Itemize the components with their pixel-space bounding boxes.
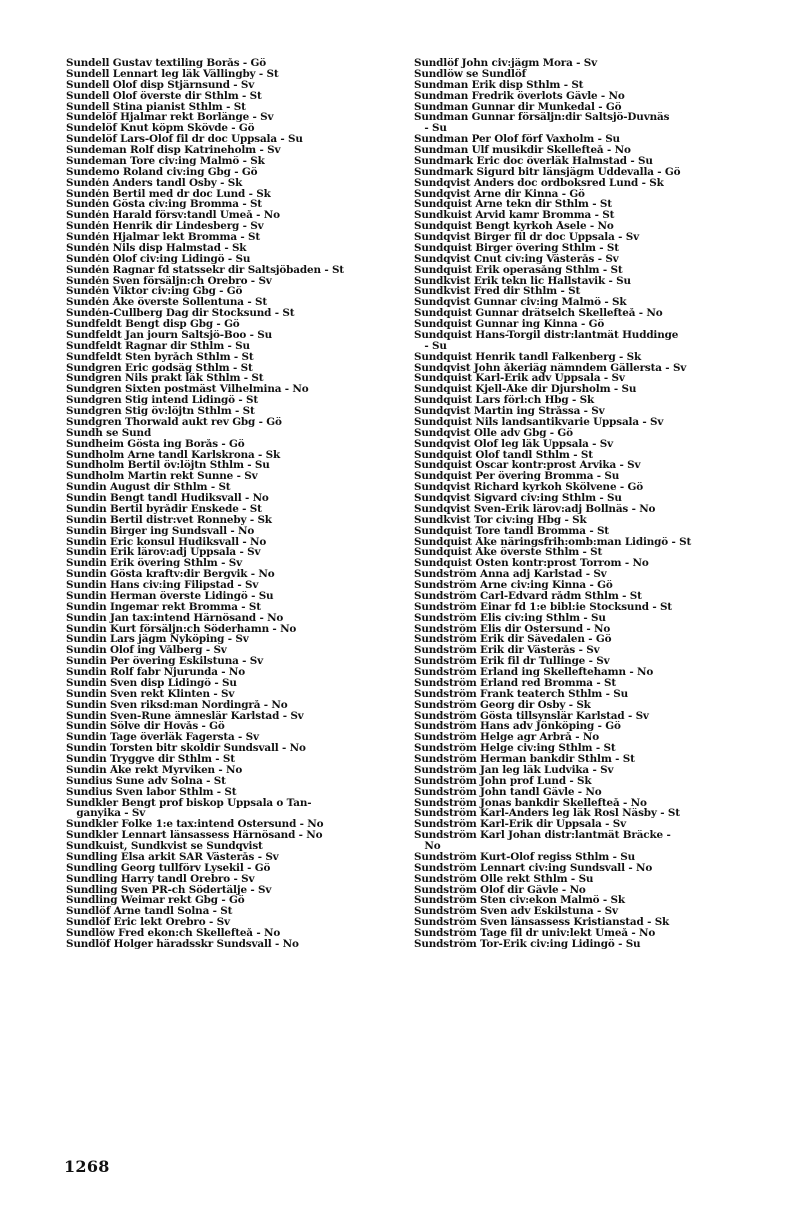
directory-entry: Sundling Weimar rekt Gbg - Gö bbox=[66, 895, 245, 907]
directory-entry: Sundlöw Fred ekon:ch Skellefteå - No bbox=[66, 928, 281, 939]
directory-entry: Sundelöf Hjalmar rekt Borlänge - Sv bbox=[66, 112, 274, 124]
directory-entry: No bbox=[414, 841, 441, 852]
directory-entry: Sundkvist Tor civ:ing Hbg - Sk bbox=[414, 514, 587, 526]
directory-entry: Sundquist Åke näringsfrih:omb:man Lidingö - St bbox=[414, 536, 692, 548]
directory-entry: Sundgren Nils prakt läk Sthlm - St bbox=[66, 373, 264, 385]
directory-entry: Sundin Tryggve dir Sthlm - St bbox=[66, 754, 235, 765]
directory-entry: Sundström Hans adv Jönköping - Gö bbox=[414, 721, 621, 733]
directory-entry: Sundin Sven disp Lidingö - Su bbox=[66, 677, 237, 689]
directory-entry: Sundelöf Lars-Olof fil dr doc Uppsala - Su bbox=[66, 134, 303, 145]
directory-entry: Sundqvist Cnut civ:ing Västerås - Sv bbox=[414, 253, 619, 265]
directory-entry: Sundqvist Sigvard civ:ing Sthlm - Su bbox=[414, 493, 622, 504]
directory-entry: Sundin Ingemar rekt Bromma - St bbox=[66, 601, 261, 613]
directory-entry: Sundström Erik fil dr Tullinge - Sv bbox=[414, 656, 610, 667]
directory-entry: Sundell Olof disp Stjärnsund - Sv bbox=[66, 79, 255, 91]
directory-entry: Sundström Georg dir Osby - Sk bbox=[414, 699, 591, 711]
directory-entry: Sundström Helge civ:ing Sthlm - St bbox=[414, 743, 616, 754]
page-number: 1268 bbox=[64, 1157, 110, 1176]
directory-entry: Sundqvist Arne dir Kinna - Gö bbox=[414, 188, 585, 200]
directory-entry: Sundmark Sigurd bitr länsjägm Uddevalla - Gö bbox=[414, 166, 681, 178]
directory-entry: Sundius Sune adv Solna - St bbox=[66, 775, 226, 787]
directory-entry: Sundström Arne civ:ing Kinna - Gö bbox=[414, 580, 613, 591]
directory-entry: Sundin Bengt tandl Hudiksvall - No bbox=[66, 493, 269, 504]
directory-entry: Sundholm Arne tandl Karlskrona - Sk bbox=[66, 449, 281, 461]
directory-entry: Sundqvist Martin ing Stråssa - Sv bbox=[414, 406, 605, 417]
directory-entry: Sundqvist Olle adv Gbg - Gö bbox=[414, 427, 573, 439]
directory-entry: Sundqvist Sven-Erik lärov:adj Bollnäs - No bbox=[414, 503, 656, 515]
directory-entry: Sundlöf John civ:jägm Mora - Sv bbox=[414, 58, 598, 69]
directory-entry: Sundman Erik disp Sthlm - St bbox=[414, 79, 584, 91]
directory-entry: Sundström Einar fd 1:e bibl:ie Stocksund - St bbox=[414, 601, 672, 613]
directory-entry: Sundkler Lennart länsassess Härnösand - No bbox=[66, 830, 323, 841]
directory-entry: Sundström Carl-Edvard rådm Sthlm - St bbox=[414, 590, 642, 602]
directory-entry: Sundström Frank teaterch Sthlm - Su bbox=[414, 688, 628, 700]
directory-entry: Sundquist Arne tekn dir Sthlm - St bbox=[414, 199, 612, 211]
directory-entry: ganyika - Sv bbox=[66, 808, 146, 820]
directory-entry: Sundin Gösta kraftv:dir Bergvik - No bbox=[66, 569, 275, 580]
directory-entry: Sundman Gunnar dir Munkedal - Gö bbox=[414, 101, 622, 113]
directory-entry: Sundquist Olof tandl Sthlm - St bbox=[414, 449, 593, 461]
directory-entry: Sundström Jonas bankdir Skellefteå - No bbox=[414, 797, 647, 809]
directory-entry: Sundström Sten civ:ekon Malmö - Sk bbox=[414, 895, 625, 907]
directory-entry: Sundin Per övering Eskilstuna - Sv bbox=[66, 656, 264, 667]
directory-entry: Sundström John prof Lund - Sk bbox=[414, 775, 592, 787]
directory-entry: Sundén Ragnar fd statssekr dir Saltsjöbaden - St bbox=[66, 264, 344, 276]
directory-entry: Sundelöf Knut köpm Skövde - Gö bbox=[66, 123, 255, 135]
directory-entry: Sundgren Stig intend Lidingö - St bbox=[66, 395, 259, 406]
directory-entry: Sundström Anna adj Karlstad - Sv bbox=[414, 569, 607, 580]
directory-entry: Sundgren Stig öv:löjtn Sthlm - St bbox=[66, 406, 255, 417]
directory-entry: Sundén Anders tandl Osby - Sk bbox=[66, 177, 243, 189]
directory-entry: Sundman Ulf musikdir Skellefteå - No bbox=[414, 145, 631, 156]
directory-entry: Sundling Harry tandl Örebro - Sv bbox=[66, 873, 255, 885]
directory-entry: Sundin Hans civ:ing Filipstad - Sv bbox=[66, 580, 259, 591]
directory-entry: Sundling Georg tullförv Lysekil - Gö bbox=[66, 862, 271, 874]
directory-entry: Sundin Rolf fabr Njurunda - No bbox=[66, 667, 246, 678]
directory-entry: Sundling Elsa arkit SAR Västerås - Sv bbox=[66, 851, 279, 863]
directory-entry: Sundmark Eric doc överläk Halmstad - Su bbox=[414, 155, 653, 167]
directory-entry: Sundström Sven adv Eskilstuna - Sv bbox=[414, 906, 618, 918]
directory-entry: - Su bbox=[414, 123, 447, 135]
directory-entry: Sundius Sven labor Sthlm - St bbox=[66, 786, 237, 798]
directory-entry: Sundström Elis dir Östersund - No bbox=[414, 623, 611, 635]
directory-entry: Sundin Jan tax:intend Härnösand - No bbox=[66, 612, 284, 624]
directory-entry: Sundin Åke rekt Myrviken - No bbox=[66, 764, 243, 776]
directory-entry: Sundin Erik övering Sthlm - Sv bbox=[66, 558, 242, 570]
directory-entry: Sundin Sven riksd:man Nordingrå - No bbox=[66, 699, 288, 711]
directory-entry: Sundén-Cullberg Dag dir Stocksund - St bbox=[66, 308, 295, 319]
directory-entry: Sundström Kurt-Olof regiss Sthlm - Su bbox=[414, 851, 635, 863]
directory-entry: Sundqvist John åkeriäg nämndem Gällersta - Sv bbox=[414, 362, 687, 374]
directory-entry: Sundquist Oscar kontr:prost Arvika - Sv bbox=[414, 460, 641, 472]
directory-entry: Sundén Henrik dir Lindesberg - Sv bbox=[66, 221, 264, 232]
directory-entry: Sundin Bertil byrådir Enskede - St bbox=[66, 503, 262, 515]
directory-entry: Sundén Viktor civ:ing Gbg - Gö bbox=[66, 286, 243, 298]
directory-entry: Sundström Karl-Erik dir Uppsala - Sv bbox=[414, 819, 627, 831]
directory-entry: Sundeman Rolf disp Katrineholm - Sv bbox=[66, 145, 281, 156]
directory-entry: Sundgren Sixten postmäst Vilhelmina - No bbox=[66, 384, 309, 396]
right-directory-column bbox=[414, 58, 764, 950]
directory-entry: Sundell Olof överste dir Sthlm - St bbox=[66, 90, 262, 102]
directory-entry: Sundström Herman bankdir Sthlm - St bbox=[414, 754, 635, 765]
directory-entry: Sundeman Tore civ:ing Malmö - Sk bbox=[66, 155, 265, 167]
directory-entry: Sundheim Gösta ing Borås - Gö bbox=[66, 438, 245, 450]
directory-entry: Sundkvist Erik tekn lic Hallstavik - Su bbox=[414, 275, 631, 287]
directory-entry: Sundfeldt Jan journ Saltsjö-Boo - Su bbox=[66, 329, 272, 341]
directory-entry: Sundström Tage fil dr univ:lekt Umeå - No bbox=[414, 928, 656, 939]
directory-entry: Sundin Kurt försäljn:ch Söderhamn - No bbox=[66, 623, 297, 635]
directory-entry: Sundström Elis civ:ing Sthlm - Su bbox=[414, 612, 606, 624]
directory-entry: Sundén Sven försäljn:ch Örebro - Sv bbox=[66, 275, 272, 287]
directory-entry: - Su bbox=[414, 340, 447, 352]
directory-entry: Sundin Herman överste Lidingö - Su bbox=[66, 590, 274, 602]
directory-entry: Sundholm Martin rekt Sunne - Sv bbox=[66, 471, 258, 483]
directory-entry: Sundgren Eric godsäg Sthlm - St bbox=[66, 362, 253, 374]
directory-entry: Sundquist Bengt kyrkoh Åsele - No bbox=[414, 221, 614, 232]
directory-entry: Sundin August dir Sthlm - St bbox=[66, 482, 231, 493]
directory-entry: Sundström Olof dir Gävle - No bbox=[414, 884, 586, 896]
directory-entry: Sundén Nils disp Halmstad - Sk bbox=[66, 242, 247, 254]
directory-entry: Sundström John tandl Gävle - No bbox=[414, 786, 602, 798]
directory-entry: Sundquist Per övering Bromma - Su bbox=[414, 471, 620, 483]
directory-entry: Sundqvist Richard kyrkoh Skölvene - Gö bbox=[414, 482, 644, 493]
directory-entry: Sundkuist, Sundkvist se Sundqvist bbox=[66, 841, 263, 852]
directory-entry: Sundkler Bengt prof biskop Uppsala o Tan- bbox=[66, 797, 312, 809]
directory-entry: Sundlöf Arne tandl Solna - St bbox=[66, 906, 233, 918]
left-directory-column bbox=[66, 58, 396, 950]
directory-entry: Sundqvist Olof leg läk Uppsala - Sv bbox=[414, 438, 614, 450]
directory-entry: Sundström Jan leg läk Ludvika - Sv bbox=[414, 764, 614, 776]
directory-entry: Sundman Fredrik överlots Gävle - No bbox=[414, 90, 625, 102]
directory-entry: Sundkler Folke 1:e tax:intend Östersund - No bbox=[66, 819, 324, 831]
directory-entry: Sundfeldt Bengt disp Gbg - Gö bbox=[66, 319, 240, 330]
directory-entry: Sundqvist Gunnar civ:ing Malmö - Sk bbox=[414, 297, 627, 309]
directory-entry: Sundén Bertil med dr doc Lund - Sk bbox=[66, 188, 271, 200]
directory-entry: Sundin Birger ing Sundsvall - No bbox=[66, 525, 255, 537]
directory-entry: Sundemo Roland civ:ing Gbg - Gö bbox=[66, 166, 258, 178]
directory-entry: Sundin Sven rekt Klinten - Sv bbox=[66, 688, 235, 700]
directory-entry: Sundfeldt Ragnar dir Sthlm - Su bbox=[66, 340, 250, 352]
directory-entry: Sundquist Östen kontr:prost Torrom - No bbox=[414, 558, 649, 570]
directory-entry: Sundström Lennart civ:ing Sundsvall - No bbox=[414, 862, 653, 874]
directory-entry: Sundquist Lars förl:ch Hbg - Sk bbox=[414, 395, 594, 406]
directory-entry: Sundquist Åke överste Sthlm - St bbox=[414, 547, 603, 559]
directory-entry: Sundström Erik dir Västerås - Sv bbox=[414, 645, 600, 657]
directory-entry: Sundström Sven länsassess Kristianstad - Sk bbox=[414, 917, 670, 928]
directory-entry: Sundström Karl-Anders leg läk Rosl Näsby - St bbox=[414, 808, 680, 820]
directory-entry: Sundlöw se Sundlöf bbox=[414, 68, 526, 80]
directory-entry: Sundell Stina pianist Sthlm - St bbox=[66, 101, 246, 113]
directory-entry: Sundström Helge agr Arbrå - No bbox=[414, 732, 599, 744]
directory-entry: Sundin Sven-Rune ämneslär Karlstad - Sv bbox=[66, 710, 304, 722]
directory-entry: Sundin Lars jägm Nyköping - Sv bbox=[66, 634, 249, 646]
directory-entry: Sundquist Erik operasång Sthlm - St bbox=[414, 264, 623, 276]
directory-entry: Sundquist Gunnar ing Kinna - Gö bbox=[414, 319, 605, 330]
directory-entry: Sundström Gösta tillsynslär Karlstad - Sv bbox=[414, 710, 649, 722]
directory-entry: Sundström Erik dir Sävedalen - Gö bbox=[414, 634, 612, 646]
directory-entry: Sundquist Nils landsantikvarie Uppsala - Sv bbox=[414, 416, 664, 428]
directory-entry: Sundh se Sund bbox=[66, 427, 152, 439]
directory-entry: Sundquist Hans-Torgil distr:lantmät Huddinge bbox=[414, 329, 679, 341]
directory-entry: Sundfeldt Sten byråch Sthlm - St bbox=[66, 351, 254, 363]
directory-entry: Sundström Erland ing Skelleftehamn - No bbox=[414, 667, 654, 678]
directory-entry: Sundquist Birger övering Sthlm - St bbox=[414, 242, 619, 254]
directory-entry: Sundholm Bertil öv:löjtn Sthlm - Su bbox=[66, 460, 270, 472]
directory-entry: Sundquist Gunnar drätselch Skellefteå - No bbox=[414, 308, 663, 319]
directory-entry: Sundin Sölve dir Hovås - Gö bbox=[66, 721, 225, 733]
directory-entry: Sundquist Karl-Erik adv Uppsala - Sv bbox=[414, 373, 625, 385]
directory-entry: Sundström Erland red Bromma - St bbox=[414, 677, 616, 689]
directory-entry: Sundén Olof civ:ing Lidingö - Su bbox=[66, 253, 251, 265]
directory-entry: Sundgren Thorwald aukt rev Gbg - Gö bbox=[66, 416, 282, 428]
directory-entry: Sundlöf Holger häradsskr Sundsvall - No bbox=[66, 938, 299, 950]
directory-entry: Sundquist Tore tandl Bromma - St bbox=[414, 525, 609, 537]
directory-entry: Sundqvist Anders doc ordboksred Lund - Sk bbox=[414, 177, 664, 189]
directory-entry: Sundquist Kjell-Åke dir Djursholm - Su bbox=[414, 384, 637, 396]
directory-entry: Sundman Per Olof förf Vaxholm - Su bbox=[414, 134, 620, 145]
directory-entry: Sundell Lennart leg läk Vällingby - St bbox=[66, 68, 279, 80]
directory-entry: Sundström Olle rekt Sthlm - Su bbox=[414, 873, 594, 885]
directory-entry: Sundman Gunnar försäljn:dir Saltsjö-Duvnäs bbox=[414, 112, 670, 124]
directory-entry: Sundin Erik lärov:adj Uppsala - Sv bbox=[66, 547, 261, 559]
directory-entry: Sundin Olof ing Vålberg - Sv bbox=[66, 645, 227, 657]
directory-entry: Sundström Tor-Erik civ:ing Lidingö - Su bbox=[414, 938, 641, 950]
directory-entry: Sundén Harald försv:tandl Umeå - No bbox=[66, 210, 280, 222]
directory-entry: Sundin Tage överläk Fagersta - Sv bbox=[66, 732, 259, 744]
directory-entry: Sundell Gustav textiling Borås - Gö bbox=[66, 58, 267, 69]
directory-entry: Sundström Karl Johan distr:lantmät Bräcke - bbox=[414, 830, 671, 841]
directory-entry: Sundin Eric konsul Hudiksvall - No bbox=[66, 536, 267, 548]
directory-entry: Sundqvist Birger fil dr doc Uppsala - Sv bbox=[414, 232, 639, 243]
directory-entry: Sundén Hjalmar lekt Bromma - St bbox=[66, 232, 261, 243]
directory-entry: Sundin Torsten bitr skoldir Sundsvall - No bbox=[66, 743, 306, 754]
directory-entry: Sundén Åke överste Sollentuna - St bbox=[66, 297, 267, 309]
directory-entry: Sundquist Henrik tandl Falkenberg - Sk bbox=[414, 351, 642, 363]
directory-entry: Sundén Gösta civ:ing Bromma - St bbox=[66, 199, 262, 211]
directory-entry: Sundling Sven PR-ch Södertälje - Sv bbox=[66, 884, 272, 896]
directory-entry: Sundkvist Fred dir Sthlm - St bbox=[414, 286, 581, 298]
directory-entry: Sundin Bertil distr:vet Ronneby - Sk bbox=[66, 514, 272, 526]
directory-entry: Sundlöf Eric lekt Örebro - Sv bbox=[66, 917, 230, 928]
directory-entry: Sundkuist Arvid kamr Bromma - St bbox=[414, 210, 615, 222]
